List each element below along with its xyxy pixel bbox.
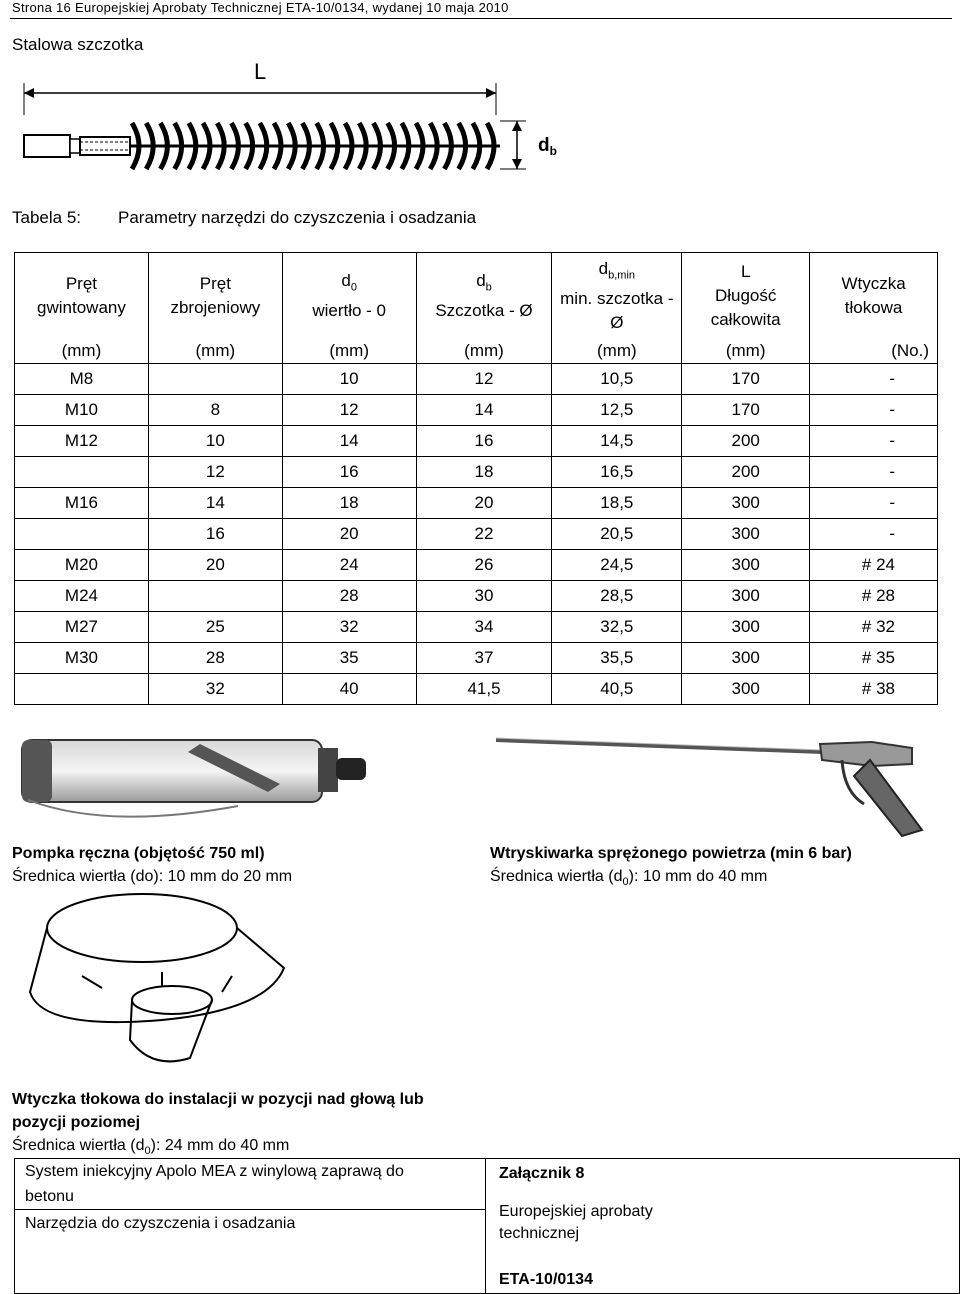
table-cell: 300 xyxy=(682,674,810,705)
table-cell: 10,5 xyxy=(552,364,682,395)
table-cell: 200 xyxy=(682,426,810,457)
piston-plug-title-line2: pozycji poziomej xyxy=(12,1114,141,1131)
table-cell: M12 xyxy=(15,426,149,457)
table-cell: 40,5 xyxy=(552,674,682,705)
table-cell: 170 xyxy=(682,364,810,395)
table-cell xyxy=(148,581,282,612)
table-cell: 12 xyxy=(148,457,282,488)
table-cell: 200 xyxy=(682,457,810,488)
header-min-brush-diameter: $d_{b,min}$ min. szczotka - Ø xyxy=(552,253,682,340)
table-cell: 32 xyxy=(282,612,416,643)
footer-approval-line2: technicznej xyxy=(499,1225,580,1242)
header-rule xyxy=(10,18,952,19)
table-cell xyxy=(15,457,149,488)
unit-cell: (mm) xyxy=(148,339,282,364)
air-gun-image xyxy=(492,730,932,840)
table-cell xyxy=(15,519,149,550)
table-cell: M27 xyxy=(15,612,149,643)
threaded-end xyxy=(24,135,70,157)
table-row xyxy=(15,488,938,519)
parameters-table xyxy=(14,252,938,705)
table-row xyxy=(15,581,938,612)
table-row xyxy=(15,395,938,426)
unit-cell: (No.) xyxy=(810,339,938,364)
table-cell: 12 xyxy=(416,364,552,395)
table-cell: 28 xyxy=(148,643,282,674)
table-cell: 16 xyxy=(416,426,552,457)
piston-plug-drill-range: Średnica wiertła $(d_0)$: 24 mm do 40 mm xyxy=(12,1137,290,1158)
piston-plug-caption xyxy=(12,1088,482,1163)
table-cell: 18 xyxy=(416,457,552,488)
table-cell: 14 xyxy=(282,426,416,457)
table-cell: 20 xyxy=(416,488,552,519)
header-total-length: L Długość całkowita xyxy=(682,253,810,340)
table-cell: # 32 xyxy=(810,612,938,643)
table-row xyxy=(15,426,938,457)
table-cell: 24,5 xyxy=(552,550,682,581)
table-cell: 170 xyxy=(682,395,810,426)
steel-brush-drawing xyxy=(20,55,580,185)
table-cell: 18 xyxy=(282,488,416,519)
table-cell: M30 xyxy=(15,643,149,674)
table-units-row xyxy=(15,339,938,364)
table-cell: M10 xyxy=(15,395,149,426)
header-threaded-rod: Pręt gwintowany xyxy=(15,253,149,340)
table-label: Tabela 5: xyxy=(12,208,81,227)
table-cell: 37 xyxy=(416,643,552,674)
footer-system-cell xyxy=(15,1159,485,1210)
air-gun-title: Wtryskiwarka sprężonego powietrza (min 6 bar) xyxy=(490,845,852,862)
table-cell: - xyxy=(810,395,938,426)
table-cell: M16 xyxy=(15,488,149,519)
header-brush-diameter: $d_b$ Szczotka - Ø xyxy=(416,253,552,340)
table-cell: M24 xyxy=(15,581,149,612)
hand-pump-title: Pompka ręczna (objętość 750 ml) xyxy=(12,845,265,862)
table-cell: M8 xyxy=(15,364,149,395)
table-cell: 16 xyxy=(148,519,282,550)
table-cell: 28 xyxy=(282,581,416,612)
table-cell: 35,5 xyxy=(552,643,682,674)
table-cell: 30 xyxy=(416,581,552,612)
unit-cell: (mm) xyxy=(552,339,682,364)
table-cell: 24 xyxy=(282,550,416,581)
table-cell xyxy=(15,674,149,705)
header-rebar: Pręt zbrojeniowy xyxy=(148,253,282,340)
table-cell: 32,5 xyxy=(552,612,682,643)
table-row xyxy=(15,674,938,705)
table-cell: 300 xyxy=(682,581,810,612)
footer-left xyxy=(15,1159,486,1293)
table-cell: 300 xyxy=(682,643,810,674)
table-cell: - xyxy=(810,426,938,457)
table-title: Parametry narzędzi do czyszczenia i osadzania xyxy=(118,208,477,227)
brush-shaft xyxy=(80,137,130,155)
table-row xyxy=(15,612,938,643)
footer-approval-line1: Europejskiej aprobaty xyxy=(499,1203,653,1220)
unit-cell: (mm) xyxy=(682,339,810,364)
table-cell: 12,5 xyxy=(552,395,682,426)
table-cell: 14 xyxy=(148,488,282,519)
footer-annex: Załącznik 8 xyxy=(499,1165,585,1182)
piston-plug-drawing xyxy=(22,880,322,1080)
table-cell: 300 xyxy=(682,488,810,519)
section-title: Stalowa szczotka xyxy=(12,35,144,54)
table-cell: 20 xyxy=(148,550,282,581)
table-cell: 40 xyxy=(282,674,416,705)
table-cell: - xyxy=(810,364,938,395)
footer-box xyxy=(14,1158,960,1294)
table-cell: # 24 xyxy=(810,550,938,581)
diameter-label: $d_b$ xyxy=(538,135,557,158)
table-cell: # 28 xyxy=(810,581,938,612)
table-cell: 20,5 xyxy=(552,519,682,550)
hand-pump-drill-range: Średnica wiertła (do): 10 mm do 20 mm xyxy=(12,868,293,885)
air-gun-caption xyxy=(490,842,852,894)
length-label: L xyxy=(254,59,267,84)
table-cell: - xyxy=(810,488,938,519)
table-cell: 12 xyxy=(282,395,416,426)
piston-plug-title-line1: Wtyczka tłokowa do instalacji w pozycji nad głową lub xyxy=(12,1091,424,1108)
table-cell: 34 xyxy=(416,612,552,643)
footer-system-line1: System iniekcyjny Apolo MEA z winylową zaprawą do xyxy=(25,1163,404,1180)
table-row xyxy=(15,550,938,581)
table-cell: 25 xyxy=(148,612,282,643)
footer-eta-number: ETA-10/0134 xyxy=(499,1271,593,1288)
table-cell: M20 xyxy=(15,550,149,581)
table-cell: 22 xyxy=(416,519,552,550)
table-cell: 10 xyxy=(282,364,416,395)
table-cell: 300 xyxy=(682,519,810,550)
length-arrow-left xyxy=(24,88,34,98)
table-cell: 8 xyxy=(148,395,282,426)
table-header-row xyxy=(15,253,938,340)
table-cell xyxy=(148,364,282,395)
table-cell: 14 xyxy=(416,395,552,426)
unit-cell: (mm) xyxy=(416,339,552,364)
table-cell: 28,5 xyxy=(552,581,682,612)
air-gun-drill-range: Średnica wiertła $(d_0)$: 10 mm do 40 mm xyxy=(490,868,768,889)
table-row xyxy=(15,519,938,550)
header-drill-diameter: $d_0$ wiertło - 0 xyxy=(282,253,416,340)
length-arrow-right xyxy=(486,88,496,98)
table-cell: 41,5 xyxy=(416,674,552,705)
table-cell: 32 xyxy=(148,674,282,705)
table-row xyxy=(15,457,938,488)
hand-pump-image xyxy=(18,722,378,830)
table-cell: 16,5 xyxy=(552,457,682,488)
table-cell: 10 xyxy=(148,426,282,457)
footer-system-line2: betonu xyxy=(25,1188,74,1205)
table-cell: # 35 xyxy=(810,643,938,674)
table-row xyxy=(15,643,938,674)
header-piston-plug: Wtyczka tłokowa xyxy=(810,253,938,340)
table-body xyxy=(15,364,938,705)
unit-cell: (mm) xyxy=(282,339,416,364)
table-cell: - xyxy=(810,519,938,550)
table-cell: 26 xyxy=(416,550,552,581)
table-cell: 14,5 xyxy=(552,426,682,457)
table-row xyxy=(15,364,938,395)
footer-subtitle: Narzędzia do czyszczenia i osadzania xyxy=(25,1215,296,1232)
unit-cell: (mm) xyxy=(15,339,149,364)
table-cell: - xyxy=(810,457,938,488)
table-cell: 35 xyxy=(282,643,416,674)
table-cell: 16 xyxy=(282,457,416,488)
table-cell: 18,5 xyxy=(552,488,682,519)
table-cell: 20 xyxy=(282,519,416,550)
table-cell: # 38 xyxy=(810,674,938,705)
table-cell: 300 xyxy=(682,612,810,643)
running-header: Strona 16 Europejskiej Aprobaty Technicznej ETA-10/0134, wydanej 10 maja 2010 xyxy=(12,0,509,15)
table-cell: 300 xyxy=(682,550,810,581)
